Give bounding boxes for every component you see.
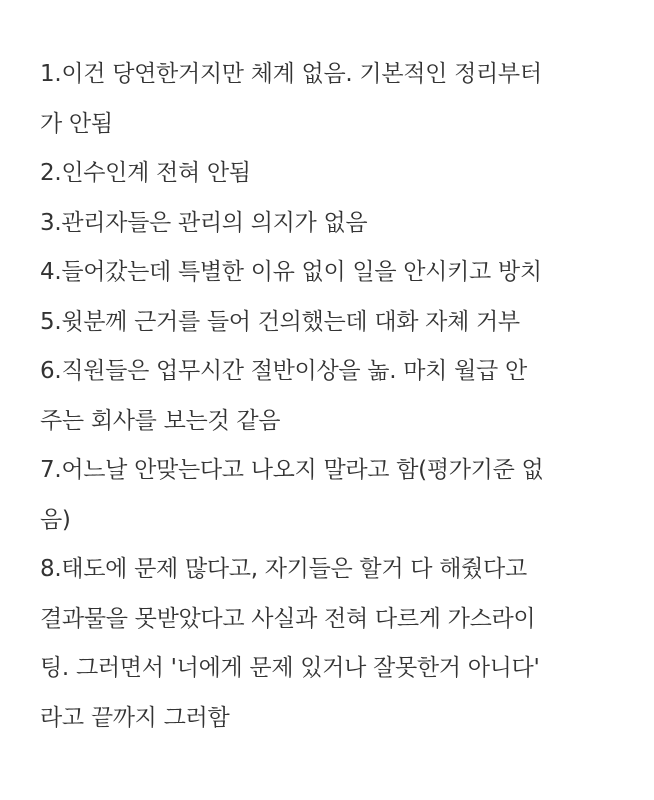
text-line: 음) [40, 506, 71, 533]
text-line: 5.윗분께 근거를 들어 건의했는데 대화 자쳬 거부 [40, 308, 520, 335]
text-line: 6.직원들은 업무시간 절반이상을 놂. 마치 월급 안 [40, 358, 527, 384]
text-line: 2.인수인계 전혀 안됨 [40, 160, 251, 186]
text-line: 라고 끝까지 그러함 [40, 704, 230, 731]
text-line: 주는 회사를 보는것 같음 [40, 407, 281, 434]
text-line: 7.어느날 안맞는다고 나오지 말라고 함(평가기준 없 [40, 457, 544, 483]
text-line: 결과물을 못받았다고 사실과 전혀 다르게 가스라이 [40, 605, 536, 632]
text-line: 가 안됨 [40, 110, 113, 137]
complaint-text-block [40, 50, 640, 743]
text-line: 4.들어갔는데 특별한 이유 없이 일을 안시키고 방치 [40, 259, 542, 285]
text-line: 1.이건 당연한거지만 체계 없음. 기본적인 정리부터 [40, 61, 542, 87]
text-line: 팅. 그러면서 '너에게 문제 있거나 잘못한거 아니다' [40, 655, 540, 681]
text-line: 8.태도에 문제 많다고, 자기들은 할거 다 해줬다고 [40, 556, 527, 582]
text-line: 3.관리자들은 관리의 의지가 없음 [40, 209, 368, 236]
